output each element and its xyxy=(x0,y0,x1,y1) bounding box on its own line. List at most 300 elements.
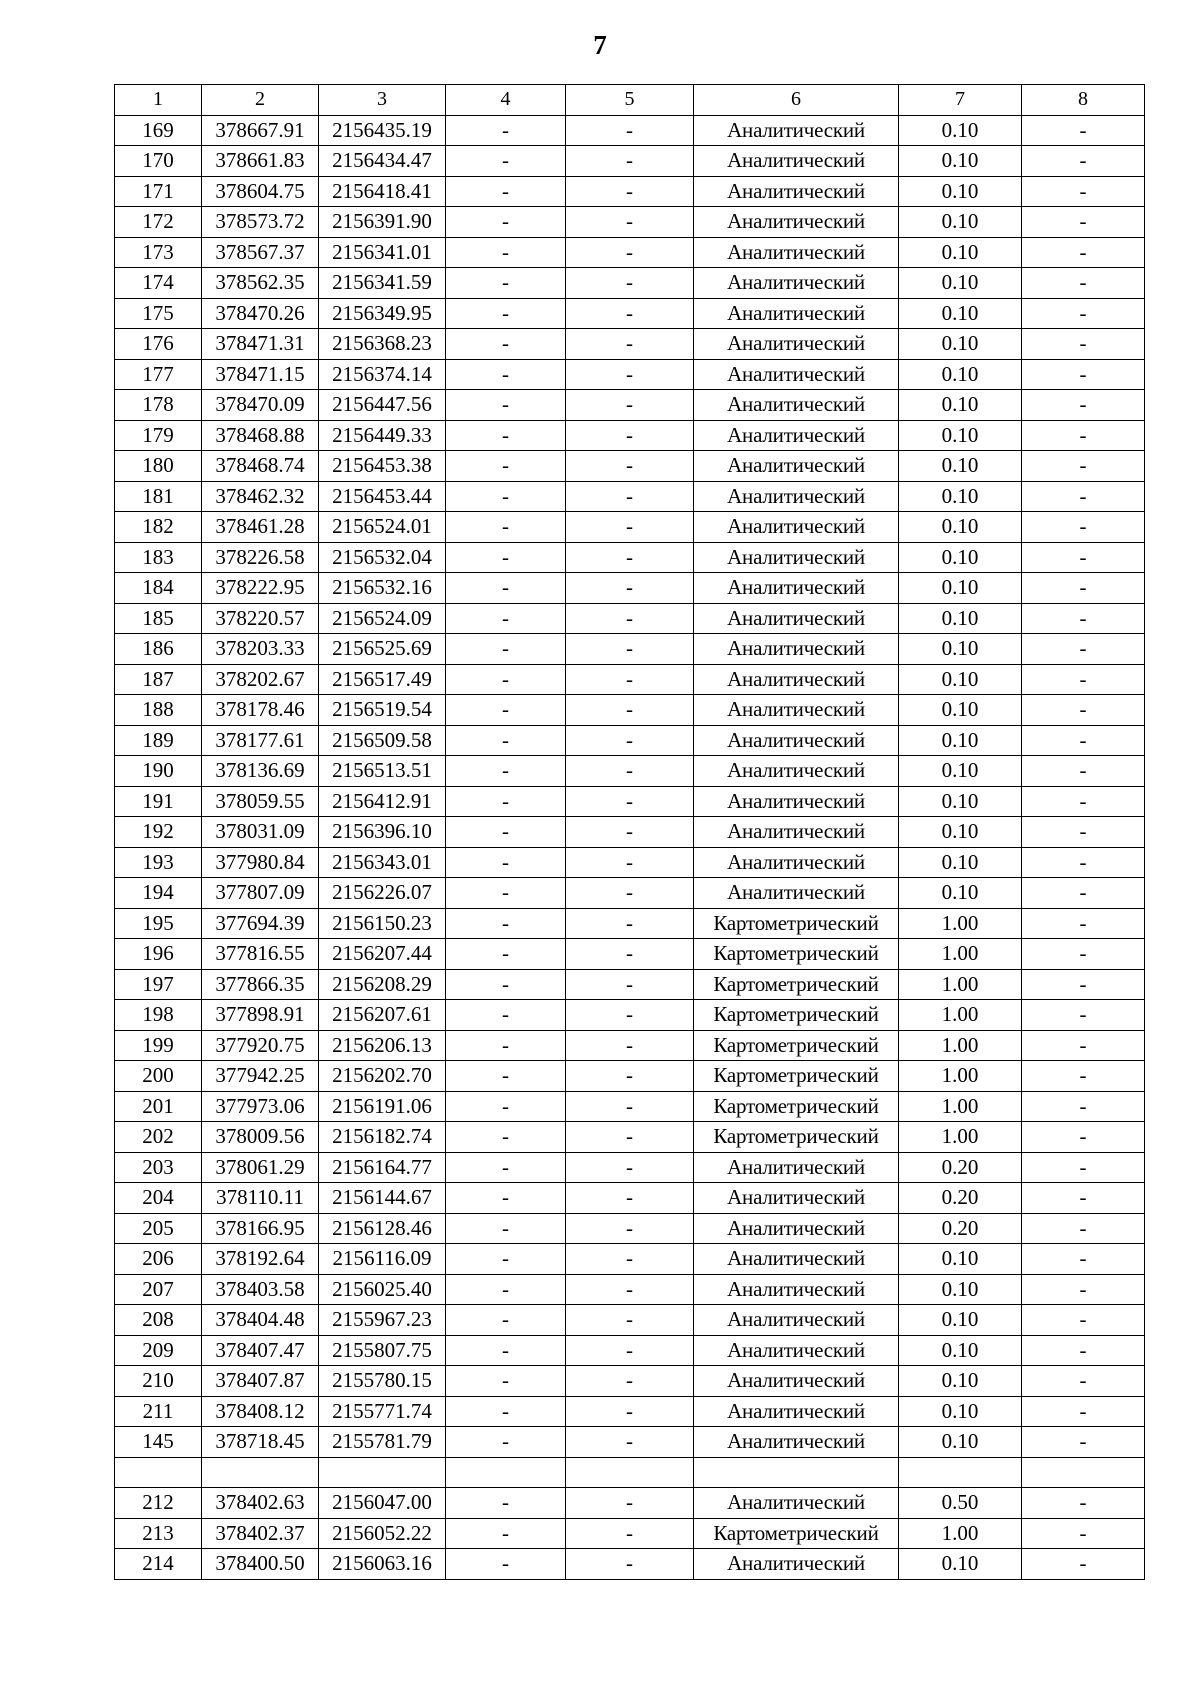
cell-col-4: - xyxy=(446,1122,566,1153)
cell-method: Аналитический xyxy=(694,390,899,421)
cell-col-8: - xyxy=(1022,695,1145,726)
cell-point-number: 184 xyxy=(115,573,202,604)
cell-point-number: 169 xyxy=(115,115,202,146)
cell-method: Картометрический xyxy=(694,1122,899,1153)
table-row xyxy=(115,603,1145,634)
cell-method: Аналитический xyxy=(694,237,899,268)
cell-col-8: - xyxy=(1022,542,1145,573)
cell-coord-x: 378404.48 xyxy=(202,1305,319,1336)
cell-col-8: - xyxy=(1022,756,1145,787)
cell-point-number: 213 xyxy=(115,1518,202,1549)
cell-coord-x: 378192.64 xyxy=(202,1244,319,1275)
cell-coord-y: 2156396.10 xyxy=(319,817,446,848)
cell-col-8: - xyxy=(1022,176,1145,207)
cell-col-4: - xyxy=(446,237,566,268)
cell-accuracy: 0.10 xyxy=(899,207,1022,238)
cell-col-5: - xyxy=(566,1183,694,1214)
cell-point-number: 174 xyxy=(115,268,202,299)
cell-col-8: - xyxy=(1022,786,1145,817)
cell-coord-x: 378468.88 xyxy=(202,420,319,451)
cell-point-number: 170 xyxy=(115,146,202,177)
cell-coord-x: 378462.32 xyxy=(202,481,319,512)
cell-coord-x: 378402.37 xyxy=(202,1518,319,1549)
column-header-8: 8 xyxy=(1022,85,1145,116)
cell-col-4: - xyxy=(446,1366,566,1397)
cell-point-number: 175 xyxy=(115,298,202,329)
cell-coord-x: 377942.25 xyxy=(202,1061,319,1092)
table-row xyxy=(115,1152,1145,1183)
cell-method: Аналитический xyxy=(694,1274,899,1305)
cell-point-number: 207 xyxy=(115,1274,202,1305)
cell-point-number: 199 xyxy=(115,1030,202,1061)
table-row xyxy=(115,908,1145,939)
cell-accuracy: 0.10 xyxy=(899,390,1022,421)
cell-col-4: - xyxy=(446,359,566,390)
cell-col-4: - xyxy=(446,1305,566,1336)
cell-method: Аналитический xyxy=(694,817,899,848)
table-row xyxy=(115,786,1145,817)
table-row xyxy=(115,1091,1145,1122)
cell-col-4: - xyxy=(446,390,566,421)
cell-col-5: - xyxy=(566,1152,694,1183)
cell-point-number: 180 xyxy=(115,451,202,482)
cell-accuracy xyxy=(899,1457,1022,1488)
table-row xyxy=(115,756,1145,787)
cell-accuracy: 0.10 xyxy=(899,1305,1022,1336)
table-row xyxy=(115,1396,1145,1427)
cell-col-5: - xyxy=(566,542,694,573)
cell-method: Аналитический xyxy=(694,878,899,909)
cell-accuracy: 0.10 xyxy=(899,512,1022,543)
cell-col-4: - xyxy=(446,664,566,695)
cell-col-5: - xyxy=(566,817,694,848)
cell-point-number: 204 xyxy=(115,1183,202,1214)
cell-coord-x: 378470.09 xyxy=(202,390,319,421)
cell-col-4: - xyxy=(446,451,566,482)
cell-coord-x: 378110.11 xyxy=(202,1183,319,1214)
cell-coord-x: 377807.09 xyxy=(202,878,319,909)
cell-coord-x: 378718.45 xyxy=(202,1427,319,1458)
cell-point-number: 201 xyxy=(115,1091,202,1122)
cell-coord-x xyxy=(202,1457,319,1488)
cell-coord-x: 378408.12 xyxy=(202,1396,319,1427)
table-row xyxy=(115,176,1145,207)
cell-point-number: 194 xyxy=(115,878,202,909)
cell-method: Аналитический xyxy=(694,359,899,390)
cell-col-8: - xyxy=(1022,939,1145,970)
cell-coord-y: 2156191.06 xyxy=(319,1091,446,1122)
cell-method: Аналитический xyxy=(694,573,899,604)
cell-accuracy: 0.10 xyxy=(899,817,1022,848)
cell-coord-y: 2156524.01 xyxy=(319,512,446,543)
cell-coord-x: 378407.47 xyxy=(202,1335,319,1366)
cell-col-4: - xyxy=(446,1091,566,1122)
cell-accuracy: 0.10 xyxy=(899,1396,1022,1427)
cell-col-8: - xyxy=(1022,1122,1145,1153)
cell-col-4: - xyxy=(446,695,566,726)
cell-col-5: - xyxy=(566,756,694,787)
cell-coord-x: 378403.58 xyxy=(202,1274,319,1305)
cell-point-number: 145 xyxy=(115,1427,202,1458)
cell-coord-y: 2156513.51 xyxy=(319,756,446,787)
cell-point-number: 210 xyxy=(115,1366,202,1397)
cell-col-5 xyxy=(566,1457,694,1488)
cell-accuracy: 0.10 xyxy=(899,451,1022,482)
cell-point-number: 186 xyxy=(115,634,202,665)
cell-col-4: - xyxy=(446,878,566,909)
cell-coord-y: 2156374.14 xyxy=(319,359,446,390)
cell-coord-y: 2156207.44 xyxy=(319,939,446,970)
cell-col-4: - xyxy=(446,268,566,299)
cell-col-4: - xyxy=(446,115,566,146)
table-row xyxy=(115,573,1145,604)
cell-coord-y: 2156343.01 xyxy=(319,847,446,878)
cell-accuracy: 0.10 xyxy=(899,847,1022,878)
cell-col-5: - xyxy=(566,298,694,329)
cell-col-5: - xyxy=(566,1366,694,1397)
cell-col-8: - xyxy=(1022,390,1145,421)
cell-col-4: - xyxy=(446,1000,566,1031)
table-row xyxy=(115,359,1145,390)
cell-col-4: - xyxy=(446,1244,566,1275)
cell-method: Аналитический xyxy=(694,329,899,360)
cell-coord-y: 2156150.23 xyxy=(319,908,446,939)
cell-coord-y: 2156144.67 xyxy=(319,1183,446,1214)
cell-point-number: 178 xyxy=(115,390,202,421)
table-row xyxy=(115,1457,1145,1488)
cell-col-4: - xyxy=(446,939,566,970)
cell-col-5: - xyxy=(566,1549,694,1580)
cell-coord-x: 378407.87 xyxy=(202,1366,319,1397)
cell-coord-x: 378567.37 xyxy=(202,237,319,268)
cell-coord-x: 377898.91 xyxy=(202,1000,319,1031)
cell-col-5: - xyxy=(566,1000,694,1031)
cell-col-4: - xyxy=(446,603,566,634)
cell-col-5: - xyxy=(566,878,694,909)
table-row xyxy=(115,1366,1145,1397)
table-row xyxy=(115,847,1145,878)
table-row xyxy=(115,634,1145,665)
cell-col-5: - xyxy=(566,1091,694,1122)
cell-method: Аналитический xyxy=(694,176,899,207)
cell-point-number: 206 xyxy=(115,1244,202,1275)
cell-col-8: - xyxy=(1022,512,1145,543)
cell-coord-y: 2156206.13 xyxy=(319,1030,446,1061)
cell-coord-y: 2156418.41 xyxy=(319,176,446,207)
cell-col-4: - xyxy=(446,420,566,451)
cell-coord-y xyxy=(319,1457,446,1488)
cell-coord-y: 2156226.07 xyxy=(319,878,446,909)
cell-accuracy: 0.10 xyxy=(899,420,1022,451)
cell-method: Картометрический xyxy=(694,908,899,939)
table-row xyxy=(115,542,1145,573)
cell-col-4: - xyxy=(446,298,566,329)
cell-coord-x: 378136.69 xyxy=(202,756,319,787)
cell-col-5: - xyxy=(566,969,694,1000)
column-header-7: 7 xyxy=(899,85,1022,116)
cell-col-8: - xyxy=(1022,1091,1145,1122)
table-row xyxy=(115,969,1145,1000)
cell-col-5: - xyxy=(566,207,694,238)
cell-coord-y: 2156164.77 xyxy=(319,1152,446,1183)
cell-coord-y: 2156412.91 xyxy=(319,786,446,817)
cell-col-8: - xyxy=(1022,1335,1145,1366)
cell-col-8: - xyxy=(1022,451,1145,482)
cell-col-8: - xyxy=(1022,1366,1145,1397)
cell-method: Аналитический xyxy=(694,1213,899,1244)
cell-point-number: 196 xyxy=(115,939,202,970)
coordinates-table xyxy=(114,84,1145,1580)
cell-accuracy: 0.10 xyxy=(899,573,1022,604)
cell-method: Аналитический xyxy=(694,756,899,787)
cell-coord-y: 2156447.56 xyxy=(319,390,446,421)
cell-method: Аналитический xyxy=(694,1244,899,1275)
cell-col-5: - xyxy=(566,725,694,756)
cell-col-5: - xyxy=(566,146,694,177)
column-header-6: 6 xyxy=(694,85,899,116)
cell-method: Аналитический xyxy=(694,146,899,177)
cell-coord-y: 2156047.00 xyxy=(319,1488,446,1519)
cell-coord-y: 2156517.49 xyxy=(319,664,446,695)
cell-col-5: - xyxy=(566,237,694,268)
cell-col-8: - xyxy=(1022,298,1145,329)
cell-col-8: - xyxy=(1022,1152,1145,1183)
cell-coord-x: 378468.74 xyxy=(202,451,319,482)
cell-coord-x: 378166.95 xyxy=(202,1213,319,1244)
table-row xyxy=(115,695,1145,726)
cell-method: Картометрический xyxy=(694,1030,899,1061)
table-row xyxy=(115,1122,1145,1153)
table-row xyxy=(115,1274,1145,1305)
cell-col-5: - xyxy=(566,1427,694,1458)
column-header-5: 5 xyxy=(566,85,694,116)
cell-col-8: - xyxy=(1022,1549,1145,1580)
cell-coord-y: 2156025.40 xyxy=(319,1274,446,1305)
cell-point-number: 183 xyxy=(115,542,202,573)
cell-accuracy: 0.10 xyxy=(899,1274,1022,1305)
cell-point-number: 209 xyxy=(115,1335,202,1366)
cell-accuracy: 0.10 xyxy=(899,603,1022,634)
cell-method: Аналитический xyxy=(694,695,899,726)
cell-col-5: - xyxy=(566,1488,694,1519)
cell-col-5: - xyxy=(566,1335,694,1366)
cell-col-8: - xyxy=(1022,1488,1145,1519)
cell-col-4: - xyxy=(446,481,566,512)
cell-col-5: - xyxy=(566,1122,694,1153)
cell-accuracy: 0.10 xyxy=(899,634,1022,665)
cell-col-4: - xyxy=(446,725,566,756)
cell-method: Картометрический xyxy=(694,1091,899,1122)
cell-accuracy: 0.10 xyxy=(899,115,1022,146)
cell-col-8: - xyxy=(1022,634,1145,665)
cell-coord-x: 378178.46 xyxy=(202,695,319,726)
cell-accuracy: 0.10 xyxy=(899,695,1022,726)
cell-point-number: 205 xyxy=(115,1213,202,1244)
cell-accuracy: 0.10 xyxy=(899,298,1022,329)
cell-point-number: 173 xyxy=(115,237,202,268)
cell-col-8: - xyxy=(1022,1305,1145,1336)
cell-col-8: - xyxy=(1022,420,1145,451)
cell-col-5: - xyxy=(566,420,694,451)
cell-col-5: - xyxy=(566,1305,694,1336)
cell-coord-y: 2156207.61 xyxy=(319,1000,446,1031)
cell-coord-y: 2156434.47 xyxy=(319,146,446,177)
cell-coord-y: 2156182.74 xyxy=(319,1122,446,1153)
cell-method: Аналитический xyxy=(694,603,899,634)
cell-col-8: - xyxy=(1022,817,1145,848)
cell-coord-x: 378061.29 xyxy=(202,1152,319,1183)
cell-coord-y: 2155807.75 xyxy=(319,1335,446,1366)
cell-accuracy: 0.10 xyxy=(899,1244,1022,1275)
cell-col-4: - xyxy=(446,1183,566,1214)
cell-method: Аналитический xyxy=(694,1183,899,1214)
cell-method: Картометрический xyxy=(694,939,899,970)
cell-coord-y: 2156525.69 xyxy=(319,634,446,665)
cell-coord-y: 2156341.59 xyxy=(319,268,446,299)
cell-point-number: 195 xyxy=(115,908,202,939)
cell-accuracy: 0.10 xyxy=(899,725,1022,756)
cell-coord-x: 378009.56 xyxy=(202,1122,319,1153)
cell-coord-x: 378667.91 xyxy=(202,115,319,146)
cell-coord-y: 2156435.19 xyxy=(319,115,446,146)
cell-col-8: - xyxy=(1022,878,1145,909)
cell-coord-x: 377980.84 xyxy=(202,847,319,878)
cell-col-8: - xyxy=(1022,237,1145,268)
table-row xyxy=(115,1061,1145,1092)
table-row xyxy=(115,146,1145,177)
cell-method: Картометрический xyxy=(694,1000,899,1031)
cell-accuracy: 0.10 xyxy=(899,176,1022,207)
cell-col-5: - xyxy=(566,115,694,146)
table-row xyxy=(115,878,1145,909)
cell-col-8: - xyxy=(1022,664,1145,695)
cell-point-number: 179 xyxy=(115,420,202,451)
cell-accuracy: 0.10 xyxy=(899,1366,1022,1397)
cell-method: Аналитический xyxy=(694,725,899,756)
cell-accuracy: 0.10 xyxy=(899,268,1022,299)
cell-coord-y: 2156524.09 xyxy=(319,603,446,634)
column-header-3: 3 xyxy=(319,85,446,116)
cell-col-8: - xyxy=(1022,1274,1145,1305)
cell-accuracy: 0.10 xyxy=(899,329,1022,360)
cell-coord-y: 2156208.29 xyxy=(319,969,446,1000)
table-row xyxy=(115,1488,1145,1519)
cell-col-5: - xyxy=(566,695,694,726)
cell-coord-x: 378470.26 xyxy=(202,298,319,329)
cell-col-8: - xyxy=(1022,1518,1145,1549)
cell-col-4: - xyxy=(446,1061,566,1092)
cell-col-5: - xyxy=(566,1518,694,1549)
cell-method: Аналитический xyxy=(694,847,899,878)
cell-method: Аналитический xyxy=(694,115,899,146)
cell-coord-y: 2155781.79 xyxy=(319,1427,446,1458)
table-row xyxy=(115,1244,1145,1275)
cell-coord-y: 2156116.09 xyxy=(319,1244,446,1275)
table-row xyxy=(115,1183,1145,1214)
cell-accuracy: 1.00 xyxy=(899,908,1022,939)
cell-col-4: - xyxy=(446,1335,566,1366)
cell-method: Аналитический xyxy=(694,298,899,329)
cell-col-5: - xyxy=(566,481,694,512)
cell-col-8: - xyxy=(1022,481,1145,512)
cell-method: Аналитический xyxy=(694,481,899,512)
cell-col-5: - xyxy=(566,329,694,360)
cell-accuracy: 1.00 xyxy=(899,1091,1022,1122)
cell-col-4: - xyxy=(446,817,566,848)
cell-accuracy: 0.10 xyxy=(899,237,1022,268)
cell-accuracy: 1.00 xyxy=(899,1518,1022,1549)
table-row xyxy=(115,1427,1145,1458)
cell-point-number: 172 xyxy=(115,207,202,238)
cell-col-4: - xyxy=(446,573,566,604)
cell-point-number: 200 xyxy=(115,1061,202,1092)
table-row xyxy=(115,237,1145,268)
cell-coord-x: 378562.35 xyxy=(202,268,319,299)
cell-method: Картометрический xyxy=(694,1061,899,1092)
cell-col-4: - xyxy=(446,756,566,787)
cell-col-5: - xyxy=(566,939,694,970)
cell-method: Картометрический xyxy=(694,1518,899,1549)
cell-coord-x: 377816.55 xyxy=(202,939,319,970)
cell-col-8: - xyxy=(1022,969,1145,1000)
cell-coord-x: 378661.83 xyxy=(202,146,319,177)
table-row xyxy=(115,512,1145,543)
cell-col-5: - xyxy=(566,1244,694,1275)
cell-col-4: - xyxy=(446,146,566,177)
cell-coord-x: 378177.61 xyxy=(202,725,319,756)
cell-coord-y: 2156519.54 xyxy=(319,695,446,726)
cell-col-4: - xyxy=(446,847,566,878)
cell-col-4: - xyxy=(446,542,566,573)
cell-coord-x: 378573.72 xyxy=(202,207,319,238)
cell-col-4: - xyxy=(446,1396,566,1427)
cell-accuracy: 0.10 xyxy=(899,481,1022,512)
cell-col-5: - xyxy=(566,847,694,878)
cell-coord-y: 2156063.16 xyxy=(319,1549,446,1580)
cell-coord-y: 2156532.04 xyxy=(319,542,446,573)
table-row xyxy=(115,1000,1145,1031)
cell-point-number xyxy=(115,1457,202,1488)
cell-col-8: - xyxy=(1022,1030,1145,1061)
cell-method: Аналитический xyxy=(694,542,899,573)
cell-col-8: - xyxy=(1022,1213,1145,1244)
cell-method: Аналитический xyxy=(694,1152,899,1183)
table-row xyxy=(115,1305,1145,1336)
cell-col-8: - xyxy=(1022,207,1145,238)
cell-coord-x: 378059.55 xyxy=(202,786,319,817)
cell-method: Аналитический xyxy=(694,1488,899,1519)
cell-coord-y: 2156453.44 xyxy=(319,481,446,512)
cell-method: Аналитический xyxy=(694,786,899,817)
cell-coord-y: 2155780.15 xyxy=(319,1366,446,1397)
cell-col-8: - xyxy=(1022,847,1145,878)
cell-point-number: 171 xyxy=(115,176,202,207)
cell-point-number: 211 xyxy=(115,1396,202,1427)
cell-col-4: - xyxy=(446,176,566,207)
cell-method: Аналитический xyxy=(694,634,899,665)
cell-col-5: - xyxy=(566,664,694,695)
cell-accuracy: 0.10 xyxy=(899,1549,1022,1580)
cell-point-number: 185 xyxy=(115,603,202,634)
cell-method: Аналитический xyxy=(694,451,899,482)
cell-coord-y: 2156449.33 xyxy=(319,420,446,451)
cell-col-8: - xyxy=(1022,1000,1145,1031)
cell-method xyxy=(694,1457,899,1488)
cell-col-5: - xyxy=(566,634,694,665)
cell-point-number: 198 xyxy=(115,1000,202,1031)
cell-col-4: - xyxy=(446,512,566,543)
cell-method: Картометрический xyxy=(694,969,899,1000)
